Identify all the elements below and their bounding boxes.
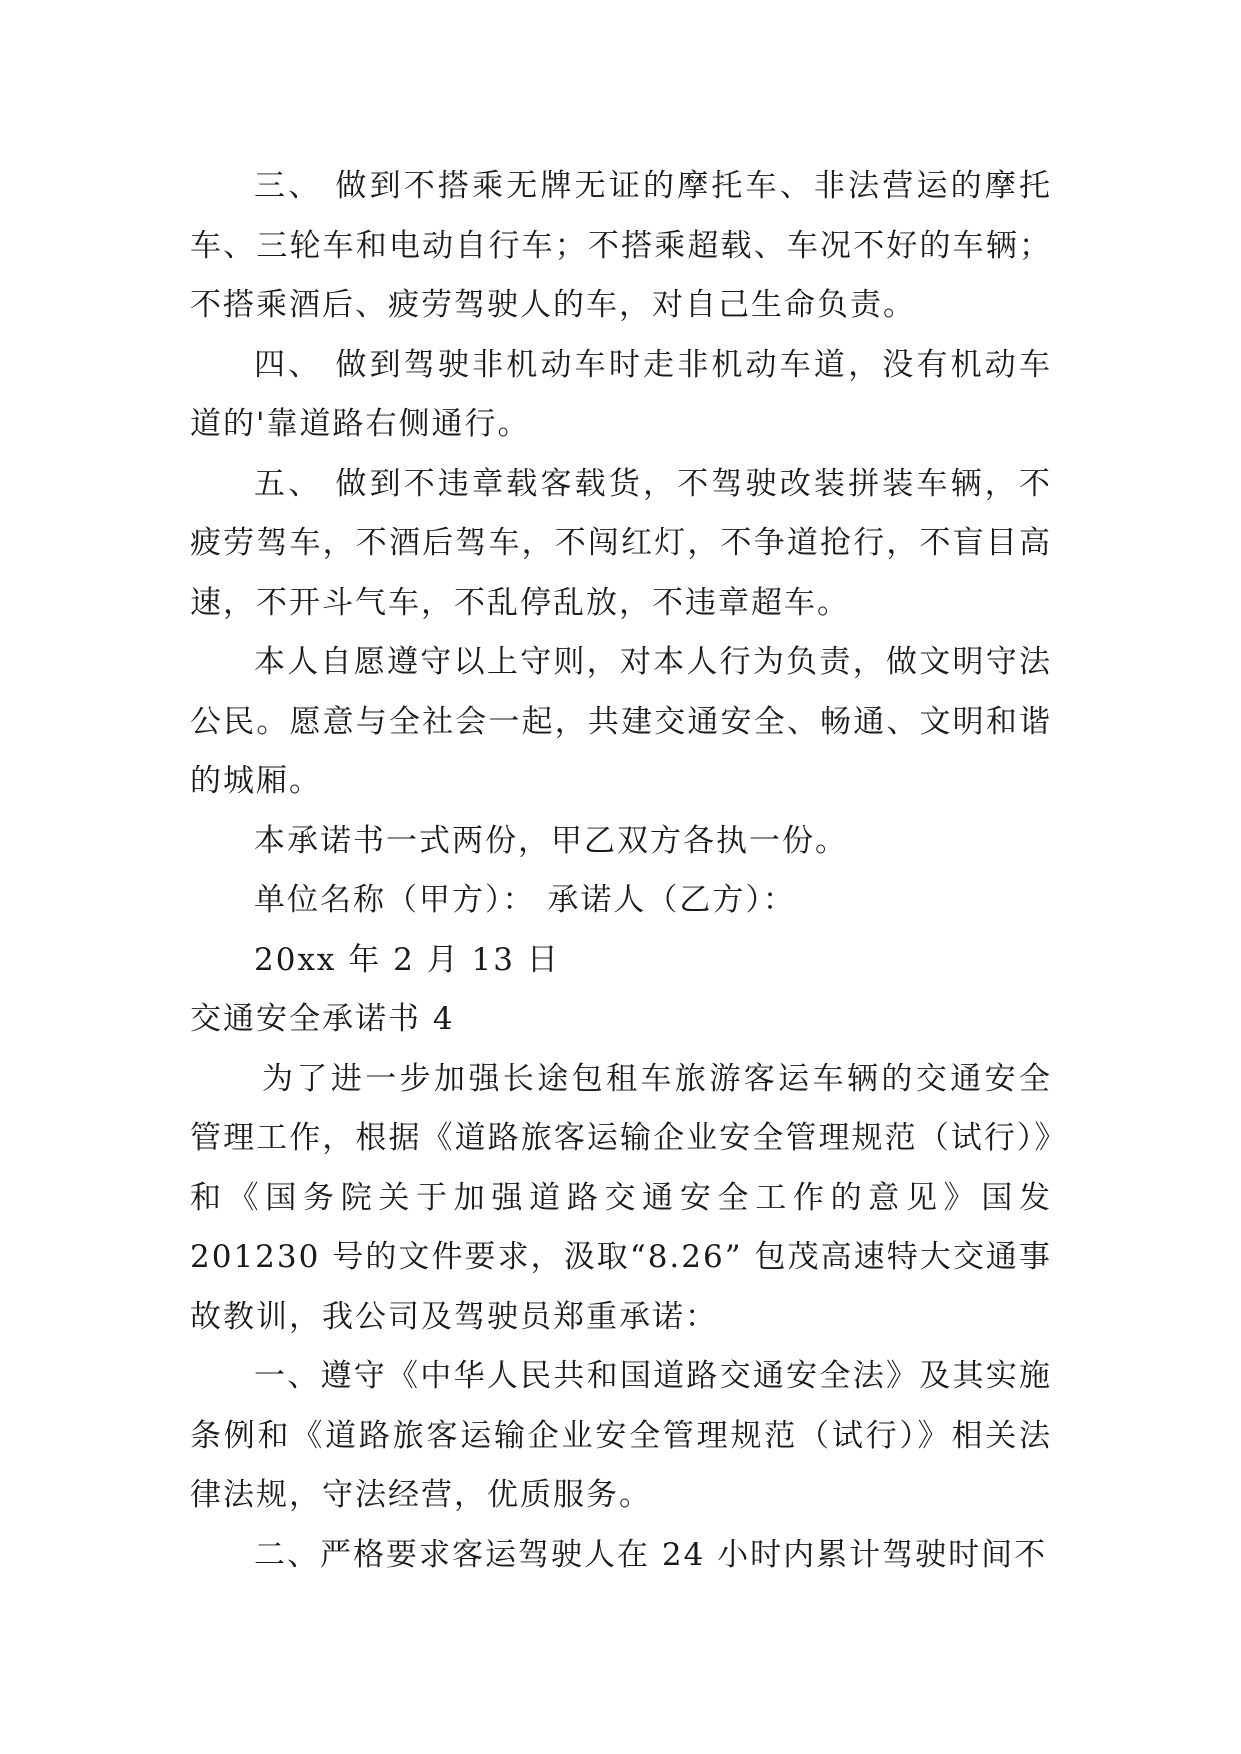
section-title: 交通安全承诺书 4: [190, 1001, 455, 1037]
section-intro-paragraph: 为了进一步加强长途包租车旅游客运车辆的交通安全管理工作，根据《道路旅客运输企业安全管理规范（试行）》和《国务院关于加强道路交通安全工作的意见》国发 201230 号的文件要求，汲取“8.26” 包茂高速特大交通事故教训，我公司及驾驶员郑重承诺：: [190, 1060, 1052, 1335]
paragraph-item-5: 五、 做到不违章载客载货，不驾驶改装拼装车辆，不疲劳驾车，不酒后驾车，不闯红灯，不争道抢行，不盲目高速，不开斗气车，不乱停乱放，不违章超车。: [190, 465, 1052, 621]
section-item-2: 二、严格要求客运驾驶人在 24 小时内累计驾驶时间不: [254, 1536, 1048, 1573]
paragraph-item-3: 三、 做到不搭乘无牌无证的摩托车、非法营运的摩托车、三轮车和电动自行车；不搭乘超载、车况不好的车辆；不搭乘酒后、疲劳驾驶人的车，对自己生命负责。: [190, 168, 1052, 323]
paragraph-copies: 本承诺书一式两份，甲乙双方各执一份。: [254, 822, 848, 859]
paragraph-pledge: 本人自愿遵守以上守则，对本人行为负责，做文明守法公民。愿意与全社会一起，共建交通安全、畅通、文明和谐的城厢。: [190, 644, 1052, 799]
signature-line: 单位名称（甲方）： 承诺人（乙方）：: [254, 882, 796, 918]
section-item-1: 一、遵守《中华人民共和国道路交通安全法》及其实施条例和《道路旅客运输企业安全管理规范（试行）》相关法律法规，守法经营，优质服务。: [190, 1358, 1052, 1513]
document-body: [190, 157, 1052, 1585]
paragraph-item-4: 四、 做到驾驶非机动车时走非机动车道，没有机动车道的'靠道路右侧通行。: [190, 346, 1052, 442]
date-line: 20xx 年 2 月 13 日: [254, 941, 560, 978]
